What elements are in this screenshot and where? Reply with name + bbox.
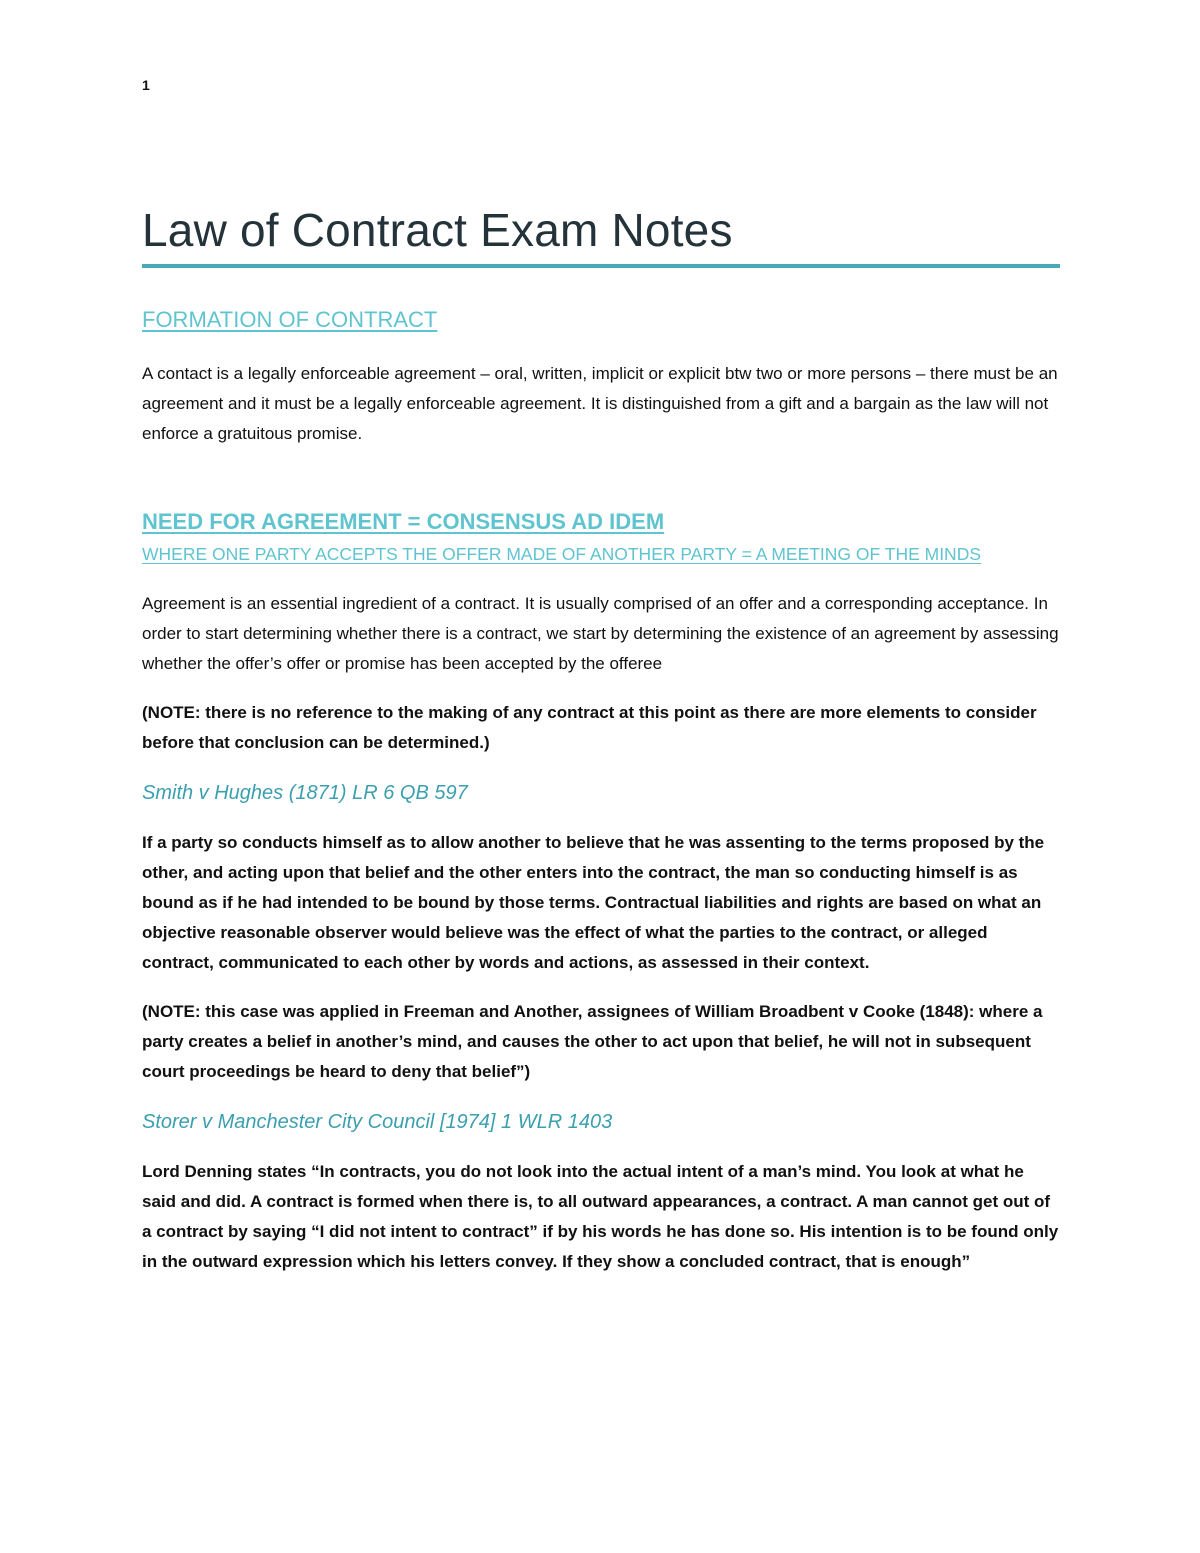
document-body [142, 200, 1060, 1277]
section-subheading-agreement: WHERE ONE PARTY ACCEPTS THE OFFER MADE OF ANOTHER PARTY = A MEETING OF THE MINDS [142, 544, 982, 564]
page-number: 1 [142, 77, 150, 93]
document-title: Law of Contract Exam Notes [142, 200, 1060, 268]
section-heading-agreement: NEED FOR AGREEMENT = CONSENSUS AD IDEM [142, 509, 665, 534]
agreement-note: (NOTE: there is no reference to the making of any contract at this point as there are more elements to consider before that conclusion can be determined.) [142, 703, 1037, 752]
storer-paragraph: Lord Denning states “In contracts, you do not look into the actual intent of a man’s mind. You look at what he said and did. A contract is formed when there is, to all outward appearances, a contract. A man cannot get out of a contract by saying “I did not intent to contract” if by his words he has done so. His intention is to be found only in the outward expression which his letters convey. If they show a concluded contract, that is enough” [142, 1162, 1059, 1271]
smith-v-hughes-paragraph: If a party so conducts himself as to allow another to believe that he was assenting to the terms proposed by the other, and acting upon that belief and the other enters into the contract, the man so conducting himself is as bound as if he had intended to be bound by those terms. Contractual liabilities and rights are based on what an objective reasonable observer would believe was the effect of what the parties to the contract, or alleged contract, communicated to each other by words and actions, as assessed in their context. [142, 833, 1045, 972]
case-heading-storer: Storer v Manchester City Council [1974] 1 WLR 1403 [142, 1111, 613, 1133]
smith-v-hughes-note: (NOTE: this case was applied in Freeman and Another, assignees of William Broadbent v Cooke (1848): where a party creates a belief in another’s mind, and causes the other to act upon that belief, he will not in subsequent court proceedings be heard to deny that belief”) [142, 1002, 1043, 1081]
section-heading-formation: FORMATION OF CONTRACT [142, 307, 438, 332]
agreement-paragraph: Agreement is an essential ingredient of a contract. It is usually comprised of an offer and a corresponding acceptance. In order to start determining whether there is a contract, we start by determining the existence of an agreement by assessing whether the offer’s offer or promise has been accepted by the offeree [142, 594, 1059, 673]
case-heading-smith-v-hughes: Smith v Hughes (1871) LR 6 QB 597 [142, 782, 468, 804]
formation-paragraph: A contact is a legally enforceable agreement – oral, written, implicit or explicit btw two or more persons – there must be an agreement and it must be a legally enforceable agreement. It is distinguished from a gift and a bargain as the law will not enforce a gratuitous promise. [142, 364, 1058, 443]
